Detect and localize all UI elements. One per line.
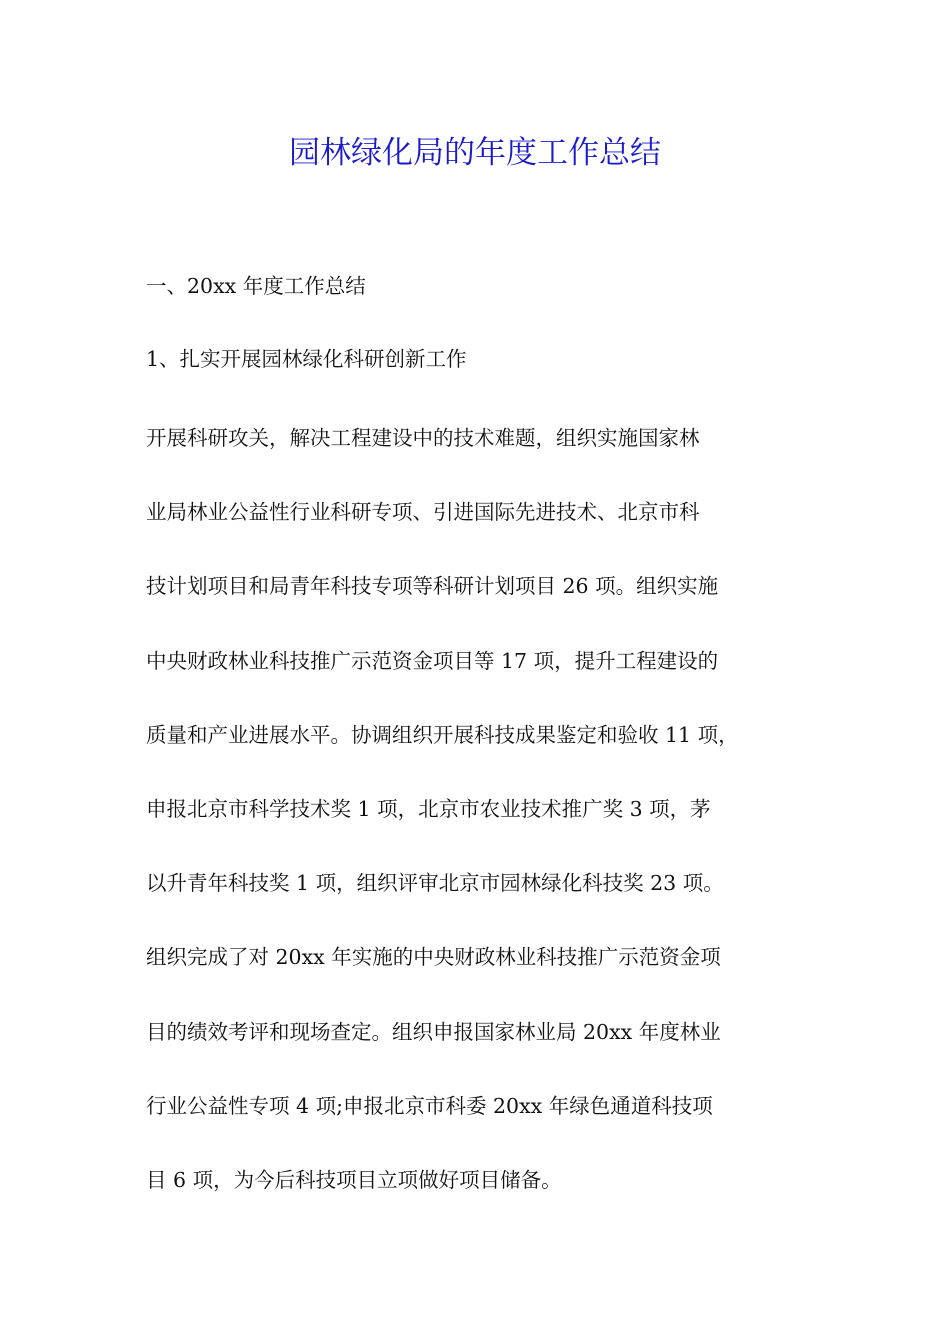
paragraph-line: 业局林业公益性行业科研专项、引进国际先进技术、北京市科 bbox=[146, 500, 700, 525]
paragraph-line: 组织完成了对 20xx 年实施的中央财政林业科技推广示范资金项 bbox=[146, 945, 721, 970]
paragraph-line: 质量和产业进展水平。协调组织开展科技成果鉴定和验收 11 项， bbox=[146, 722, 739, 747]
paragraph-line: 目的绩效考评和现场查定。组织申报国家林业局 20xx 年度林业 bbox=[146, 1019, 721, 1044]
document-title: 园林绿化局的年度工作总结 bbox=[289, 135, 661, 171]
paragraph-line: 目 6 项，为今后科技项目立项做好项目储备。 bbox=[146, 1167, 562, 1192]
section-heading: 一、20xx 年度工作总结 bbox=[146, 274, 366, 298]
paragraph-line: 申报北京市科学技术奖 1 项，北京市农业技术推广奖 3 项，茅 bbox=[146, 796, 711, 821]
paragraph-line: 以升青年科技奖 1 项，组织评审北京市园林绿化科技奖 23 项。 bbox=[146, 871, 724, 896]
paragraph-line: 技计划项目和局青年科技专项等科研计划项目 26 项。组织实施 bbox=[146, 574, 719, 599]
paragraph-line: 中央财政林业科技推广示范资金项目等 17 项，提升工程建设的 bbox=[146, 648, 719, 673]
subsection-heading: 1、扎实开展园林绿化科研创新工作 bbox=[146, 347, 467, 371]
body-paragraph bbox=[146, 418, 836, 1234]
paragraph-line: 开展科研攻关，解决工程建设中的技术难题，组织实施国家林 bbox=[146, 426, 700, 450]
paragraph-line: 行业公益性专项 4 项;申报北京市科委 20xx 年绿色通道科技项 bbox=[146, 1093, 713, 1118]
